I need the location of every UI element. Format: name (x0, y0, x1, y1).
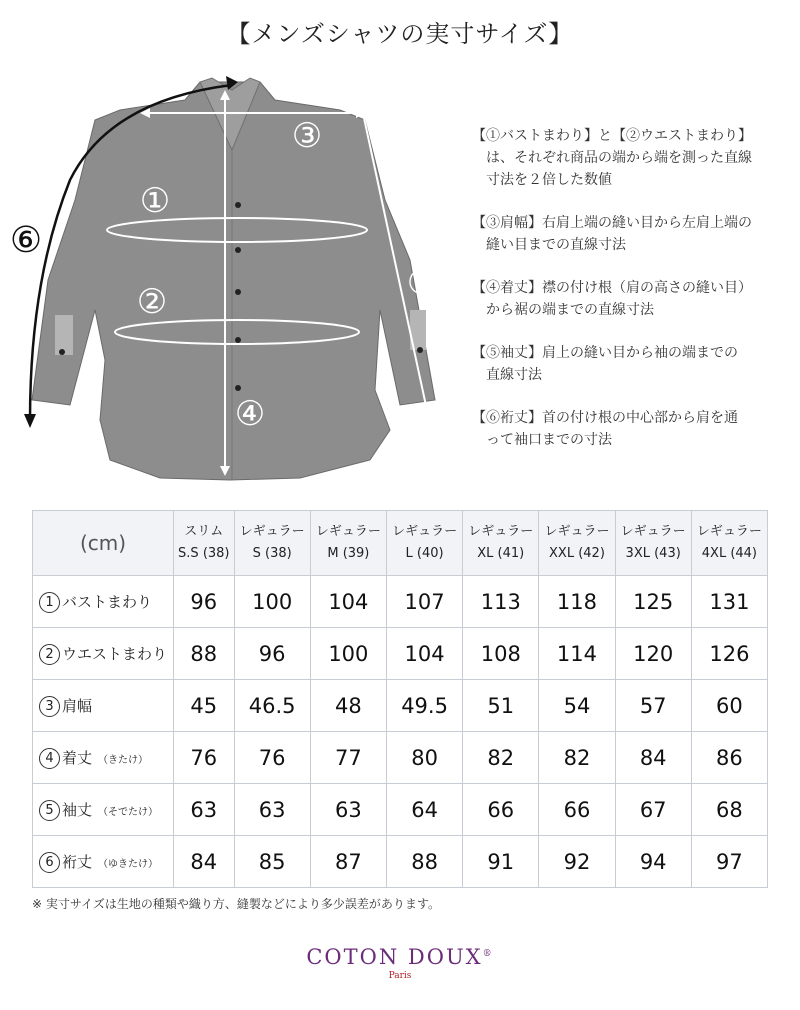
size-value-cell: 97 (691, 836, 767, 888)
size-value-cell: 46.5 (234, 680, 310, 732)
size-value-cell: 104 (386, 628, 462, 680)
size-value-cell: 88 (174, 628, 235, 680)
row-label-text: 着丈 (62, 748, 93, 767)
size-value-cell: 68 (691, 784, 767, 836)
size-value-cell: 92 (539, 836, 615, 888)
size-value-cell: 96 (174, 576, 235, 628)
col-header: スリム S.S (38) (174, 511, 235, 576)
desc-bust-waist: 【①バストまわり】と【②ウエストまわり】 は、それぞれ商品の端から端を測った直線 寸法を２倍した数値 (472, 128, 752, 188)
size-value-cell: 82 (463, 732, 539, 784)
size-value-cell: 120 (615, 628, 691, 680)
row-label-text: 袖丈 (62, 800, 93, 819)
shirt-illustration (0, 60, 460, 490)
size-value-cell: 67 (615, 784, 691, 836)
desc-length: 【④着丈】襟の付け根（肩の高さの縫い目） から裾の端までの直線寸法 (472, 280, 752, 318)
row-label (33, 680, 174, 732)
desc-sleeve: 【⑤袖丈】肩上の縫い目から袖の端までの 直線寸法 (472, 345, 738, 383)
size-value-cell: 76 (174, 732, 235, 784)
table-row (33, 680, 768, 732)
row-number: 3 (39, 696, 60, 717)
row-label (33, 732, 174, 784)
size-value-cell: 76 (234, 732, 310, 784)
size-value-cell: 66 (463, 784, 539, 836)
disclaimer-note: ※ 実寸サイズは生地の種類や織り方、縫製などにより多少誤差があります。 (32, 897, 440, 911)
row-label-reading: （そでたけ） (98, 806, 159, 818)
size-value-cell: 96 (234, 628, 310, 680)
row-label-text: ウエストまわり (62, 644, 168, 663)
size-value-cell: 108 (463, 628, 539, 680)
size-value-cell: 118 (539, 576, 615, 628)
size-value-cell: 82 (539, 732, 615, 784)
size-value-cell: 54 (539, 680, 615, 732)
row-label-reading: （ゆきたけ） (98, 858, 159, 870)
size-value-cell: 114 (539, 628, 615, 680)
row-label-text: 肩幅 (62, 696, 93, 715)
row-number: 5 (39, 800, 60, 821)
size-value-cell: 80 (386, 732, 462, 784)
table-row (33, 732, 768, 784)
size-value-cell: 84 (174, 836, 235, 888)
row-label (33, 576, 174, 628)
unit-header: (cm) (33, 511, 174, 576)
size-value-cell: 94 (615, 836, 691, 888)
size-value-cell: 100 (310, 628, 386, 680)
diagram-label-5: ⑤ (406, 263, 438, 303)
size-value-cell: 49.5 (386, 680, 462, 732)
row-label (33, 784, 174, 836)
desc-yuki: 【⑥裄丈】首の付け根の中心部から肩を通 って袖口までの寸法 (472, 410, 738, 448)
size-value-cell: 66 (539, 784, 615, 836)
row-number: 4 (39, 748, 60, 769)
col-header: レギュラー S (38) (234, 511, 310, 576)
size-table (32, 510, 768, 888)
row-label-text: バストまわり (62, 592, 153, 611)
row-label (33, 628, 174, 680)
desc-shoulder: 【③肩幅】右肩上端の縫い目から左肩上端の 縫い目までの直線寸法 (472, 215, 752, 253)
size-value-cell: 100 (234, 576, 310, 628)
diagram-label-1: ① (139, 181, 171, 221)
col-header: レギュラー XXL (42) (539, 511, 615, 576)
size-value-cell: 45 (174, 680, 235, 732)
diagram-label-6: ⑥ (9, 220, 43, 261)
size-value-cell: 60 (691, 680, 767, 732)
col-header: レギュラー XL (41) (463, 511, 539, 576)
measurement-descriptions (472, 125, 792, 472)
col-header: レギュラー L (40) (386, 511, 462, 576)
table-header-row (33, 511, 768, 576)
size-value-cell: 113 (463, 576, 539, 628)
size-value-cell: 85 (234, 836, 310, 888)
size-value-cell: 91 (463, 836, 539, 888)
row-number: 2 (39, 644, 60, 665)
size-value-cell: 86 (691, 732, 767, 784)
diagram-label-4: ④ (234, 394, 266, 434)
size-value-cell: 51 (463, 680, 539, 732)
diagram-label-2: ② (136, 282, 168, 322)
size-value-cell: 63 (310, 784, 386, 836)
size-value-cell: 107 (386, 576, 462, 628)
size-value-cell: 126 (691, 628, 767, 680)
size-value-cell: 63 (174, 784, 235, 836)
row-label-text: 裄丈 (62, 852, 93, 871)
table-row (33, 784, 768, 836)
size-value-cell: 64 (386, 784, 462, 836)
row-number: 6 (39, 852, 60, 873)
col-header: レギュラー 4XL (44) (691, 511, 767, 576)
page-title: 【メンズシャツの実寸サイズ】 (226, 20, 574, 48)
row-label-reading: （きたけ） (98, 754, 149, 766)
table-row (33, 628, 768, 680)
table-row (33, 836, 768, 888)
size-value-cell: 88 (386, 836, 462, 888)
row-label (33, 836, 174, 888)
size-value-cell: 84 (615, 732, 691, 784)
row-number: 1 (39, 592, 60, 613)
brand-logo: COTON DOUX® Paris (306, 945, 494, 981)
size-value-cell: 104 (310, 576, 386, 628)
table-row (33, 576, 768, 628)
size-value-cell: 77 (310, 732, 386, 784)
col-header: レギュラー M (39) (310, 511, 386, 576)
size-value-cell: 125 (615, 576, 691, 628)
size-value-cell: 57 (615, 680, 691, 732)
size-value-cell: 63 (234, 784, 310, 836)
size-value-cell: 87 (310, 836, 386, 888)
diagram-label-3: ③ (291, 116, 323, 156)
size-value-cell: 48 (310, 680, 386, 732)
size-value-cell: 131 (691, 576, 767, 628)
shirt-diagram (0, 60, 460, 490)
col-header: レギュラー 3XL (43) (615, 511, 691, 576)
